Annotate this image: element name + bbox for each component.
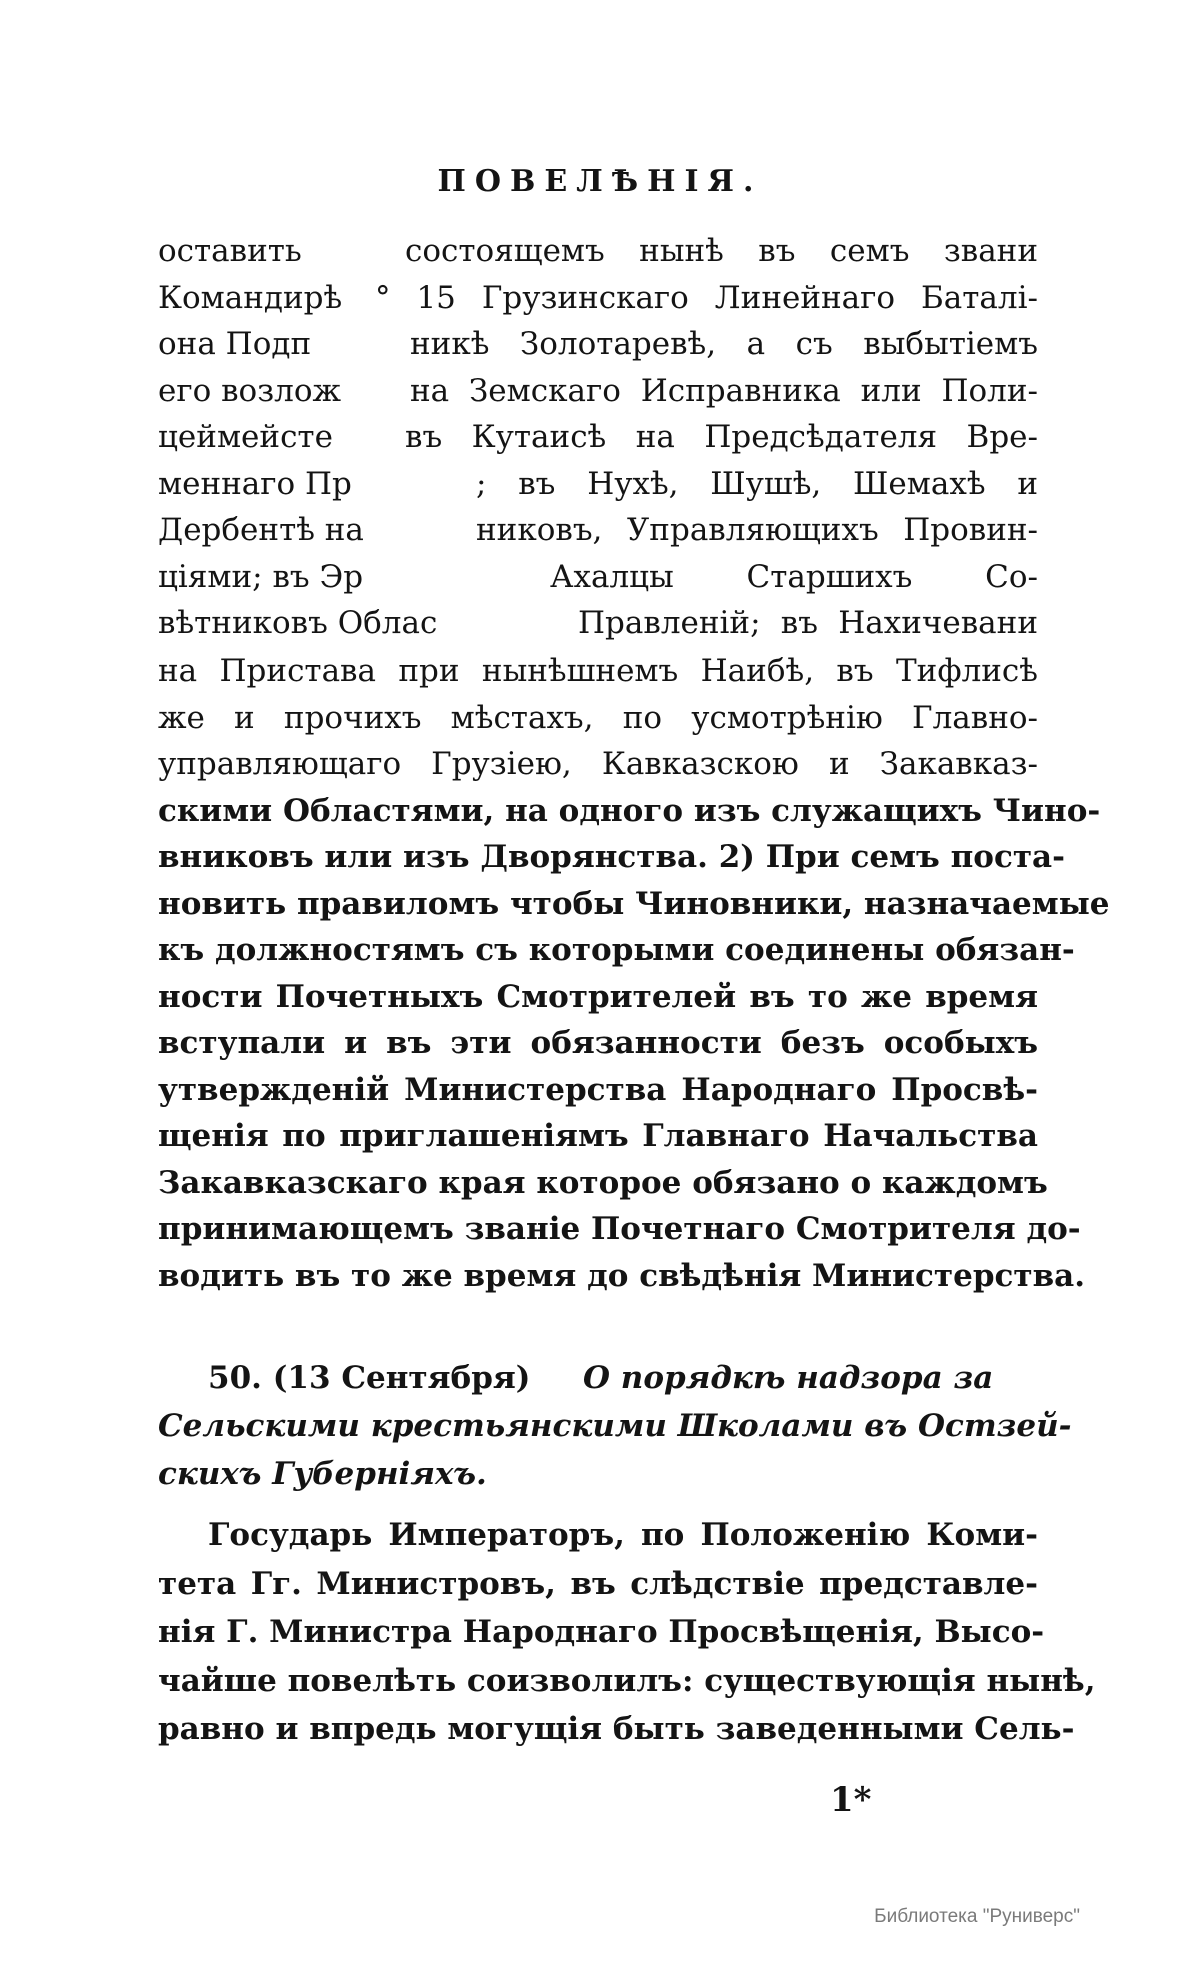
body-line: ности Почетныхъ Смотрителей въ то же время xyxy=(158,978,1038,1015)
body-line: щенія по приглашеніямъ Главнаго Начальства xyxy=(158,1118,1038,1154)
body-line: принимающемъ званіе Почетнаго Смотрителя до- xyxy=(158,1211,1081,1247)
split-line xyxy=(158,275,1038,321)
body-line: водить въ то же время до свѣдѣнія Министерства. xyxy=(158,1257,1086,1294)
split-line-right: Ахалцы Старшихъ Со- xyxy=(550,558,1038,595)
decree-line: тета Гг. Министровъ, въ слѣдствіе представле- xyxy=(158,1565,1038,1602)
split-line-left: цеймейсте xyxy=(158,419,333,455)
decree-line: нія Г. Министра Народнаго Просвѣщенія, Высо- xyxy=(158,1614,1045,1650)
body-line: скими Областями, на одного изъ служащихъ Чино- xyxy=(158,792,1101,829)
split-line-right: ° 15 Грузинскаго Линейнаго Баталі- xyxy=(375,279,1038,316)
split-line xyxy=(158,554,1038,600)
split-line-right: Правленій; въ Нахичевани xyxy=(578,605,1038,641)
split-line-right: состоящемъ нынѣ въ семъ звани xyxy=(405,233,1038,269)
split-line-left: меннаго Пр xyxy=(158,465,352,502)
body-line: вступали и въ эти обязанности безъ особыхъ xyxy=(158,1025,1038,1061)
decree-line: равно и впредь могущія быть заведенными Сель- xyxy=(158,1711,1075,1747)
library-watermark: Библиотека "Руниверс" xyxy=(874,1906,1080,1927)
section-title-part-2: Сельскими крестьянскими Школами въ Остзей- xyxy=(158,1408,1072,1444)
body-line: на Пристава при нынѣшнемъ Наибѣ, въ Тифлисѣ xyxy=(158,653,1038,689)
split-line-left: Дербентѣ на xyxy=(158,512,364,548)
split-line xyxy=(158,228,1038,274)
split-line-left: оставить xyxy=(158,233,302,269)
body-line: же и прочихъ мѣстахъ, по усмотрѣнію Главно- xyxy=(158,699,1038,736)
body-line: утвержденій Министерства Народнаго Просвѣ- xyxy=(158,1071,1038,1108)
split-line-left: она Подп xyxy=(158,326,312,362)
body-line: новить правиломъ чтобы Чиновники, назначаемые xyxy=(158,885,1110,922)
split-line xyxy=(158,507,1038,553)
split-line xyxy=(158,321,1038,367)
split-line-right: на Земскаго Исправника или Поли- xyxy=(410,372,1038,409)
split-line-right: никѣ Золотаревѣ, а съ выбытіемъ xyxy=(410,326,1038,362)
split-line-left: ціями; въ Эр xyxy=(158,558,364,595)
split-line-left: вѣтниковъ Облас xyxy=(158,605,438,641)
split-line xyxy=(158,600,1038,646)
section-title-part-1: О порядкѣ надзора за xyxy=(583,1360,994,1396)
page-number: 1* xyxy=(830,1780,872,1820)
decree-line: чайше повелѣть соизволилъ: существующія нынѣ, xyxy=(158,1662,1096,1699)
page-header: ПОВЕЛѢНІЯ. xyxy=(437,164,763,199)
split-line xyxy=(158,368,1038,414)
split-line xyxy=(158,414,1038,460)
body-line: къ должностямъ съ которыми соединены обязан- xyxy=(158,932,1075,968)
split-line-right: въ Кутаисѣ на Предсѣдателя Вре- xyxy=(405,419,1038,455)
section-number-date: 50. (13 Сентября) xyxy=(208,1360,531,1396)
body-line: управляющаго Грузіею, Кавказскою и Закавказ- xyxy=(158,746,1038,782)
split-line-right: никовъ, Управляющихъ Провин- xyxy=(476,512,1038,548)
decree-line: Государь Императоръ, по Положенію Коми- xyxy=(208,1517,1038,1553)
split-line xyxy=(158,461,1038,507)
section-title-part-3: скихъ Губерніяхъ. xyxy=(158,1456,487,1492)
body-line: вниковъ или изъ Дворянства. 2) При семъ поста- xyxy=(158,839,1065,875)
split-line-left: Командирѣ xyxy=(158,279,343,316)
body-line: Закавказскаго края которое обязано о каждомъ xyxy=(158,1164,1048,1201)
section-heading-line-1 xyxy=(158,1355,1038,1401)
split-line-left: его возлож xyxy=(158,372,342,409)
split-line-right: ; въ Нухѣ, Шушѣ, Шемахѣ и xyxy=(476,465,1038,502)
